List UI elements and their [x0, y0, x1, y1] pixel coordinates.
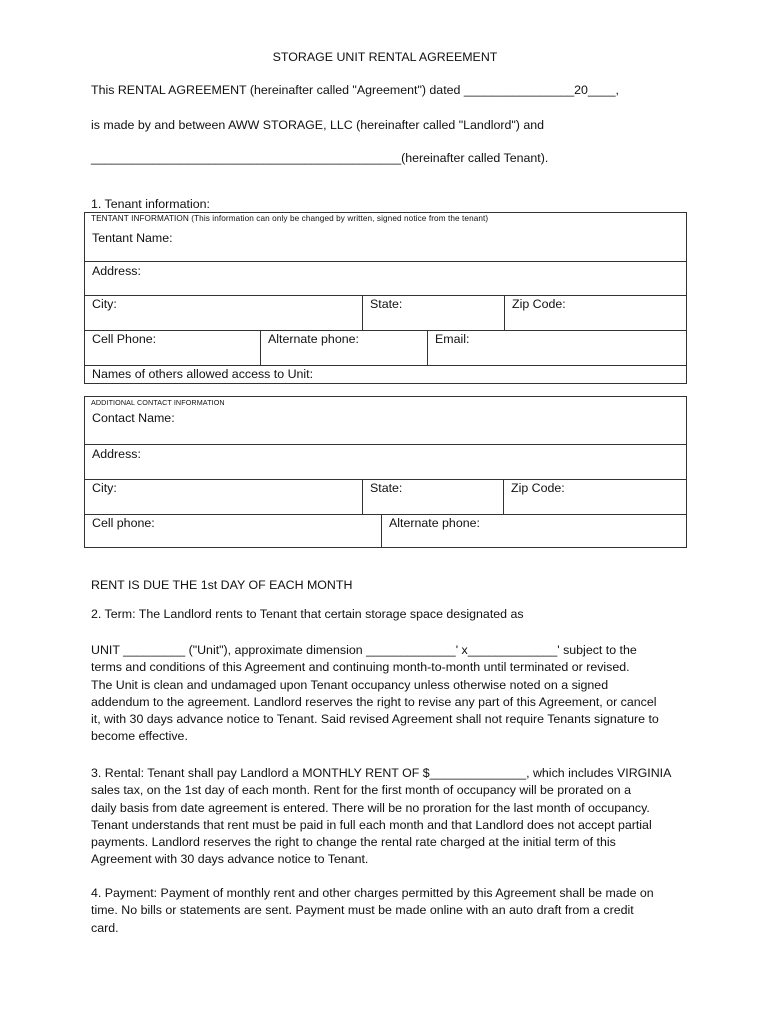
term-line: become effective.	[91, 729, 188, 744]
term-line: UNIT _________ ("Unit"), approximate dimension _____________' x_____________' subject to the	[91, 643, 637, 657]
contact-city-label: City:	[92, 481, 117, 495]
payment-line: 4. Payment: Payment of monthly rent and other charges permitted by this Agreement shall be made on	[91, 886, 654, 900]
tenant-email-label: Email:	[435, 332, 470, 346]
contact-address-label: Address:	[92, 447, 141, 461]
contact-zip-label: Zip Code:	[511, 481, 565, 495]
contact-state-label: State:	[370, 481, 403, 495]
contact-alt-phone-cell	[381, 515, 480, 548]
tenant-address-label: Address:	[92, 264, 141, 278]
rental-paragraph	[91, 765, 681, 869]
tenant-cell-phone-label: Cell Phone:	[92, 332, 157, 346]
tenant-city-row	[85, 295, 686, 331]
tenant-phone-row	[85, 330, 686, 366]
tenant-city-label: City:	[92, 297, 117, 311]
rental-line: sales tax, on the 1st day of each month. Rent for the first month of occupancy will be prorated on a	[91, 783, 631, 798]
additional-contact-table	[84, 396, 687, 548]
tenant-zip-cell	[504, 296, 566, 331]
rental-line: 3. Rental: Tenant shall pay Landlord a MONTHLY RENT OF $______________, which includes VIRGINIA	[91, 766, 672, 780]
rent-due-notice: RENT IS DUE THE 1st DAY OF EACH MONTH	[91, 578, 353, 592]
payment-paragraph	[91, 885, 681, 937]
term-line: it, with 30 days advance notice to Tenant. Said revised Agreement shall not require Tenants signature to	[91, 712, 659, 727]
contact-zip-cell	[503, 480, 565, 515]
tenant-info-caption: TENTANT INFORMATION (This information can only be changed by written, signed notice from the tenant)	[91, 214, 489, 223]
rental-line: Tenant understands that rent must be paid in full each month and that Landlord does not accept partial	[91, 817, 652, 832]
contact-state-cell	[362, 480, 403, 515]
document-title: STORAGE UNIT RENTAL AGREEMENT	[272, 50, 498, 64]
contact-phone-row	[85, 514, 686, 548]
contact-info-caption: ADDITIONAL CONTACT INFORMATION	[91, 398, 225, 407]
contact-name-label: Contact Name:	[92, 411, 175, 425]
intro-line-tenant: _____________________________________________(hereinafter called Tenant).	[91, 151, 549, 165]
tenant-address-row	[85, 261, 686, 296]
tenant-others-label: Names of others allowed access to Unit:	[92, 367, 314, 381]
tenant-email-cell	[427, 331, 470, 366]
payment-line: time. No bills or statements are sent. Payment must be made online with an auto draft from a credit	[91, 903, 634, 918]
tenant-others-row	[85, 365, 686, 384]
tenant-info-table	[84, 212, 687, 384]
contact-city-row	[85, 479, 686, 515]
term-paragraph	[91, 642, 681, 746]
term-line: addendum to the agreement. Landlord reserves the right to revise any part of this Agreement, or cancel	[91, 694, 657, 709]
contact-cell-phone-label: Cell phone:	[92, 516, 155, 530]
tenant-alt-phone-label: Alternate phone:	[268, 332, 359, 346]
rental-line: daily basis from date agreement is entered. There will be no proration for the last month of occupancy.	[91, 800, 650, 815]
contact-address-row	[85, 444, 686, 480]
intro-line-dated: This RENTAL AGREEMENT (hereinafter called "Agreement") dated ________________20____,	[91, 83, 619, 97]
tenant-name-label: Tentant Name:	[92, 231, 173, 245]
payment-line: card.	[91, 920, 119, 935]
tenant-zip-label: Zip Code:	[512, 297, 566, 311]
tenant-state-label: State:	[370, 297, 403, 311]
contact-alt-phone-label: Alternate phone:	[389, 516, 480, 530]
term-heading: 2. Term: The Landlord rents to Tenant that certain storage space designated as	[91, 607, 524, 621]
term-line: The Unit is clean and undamaged upon Tenant occupancy unless otherwise noted on a signed	[91, 677, 609, 692]
rental-line: payments. Landlord reserves the right to change the rental rate charged at the initial term of this	[91, 835, 616, 850]
section1-heading: 1. Tenant information:	[91, 197, 210, 211]
term-line: terms and conditions of this Agreement and continuing month-to-month until terminated or revised.	[91, 660, 630, 675]
rental-line: Agreement with 30 days advance notice to Tenant.	[91, 852, 369, 867]
tenant-state-cell	[362, 296, 403, 331]
tenant-alt-phone-cell	[260, 331, 359, 366]
intro-line-parties: is made by and between AWW STORAGE, LLC (hereinafter called "Landlord") and	[91, 118, 545, 132]
